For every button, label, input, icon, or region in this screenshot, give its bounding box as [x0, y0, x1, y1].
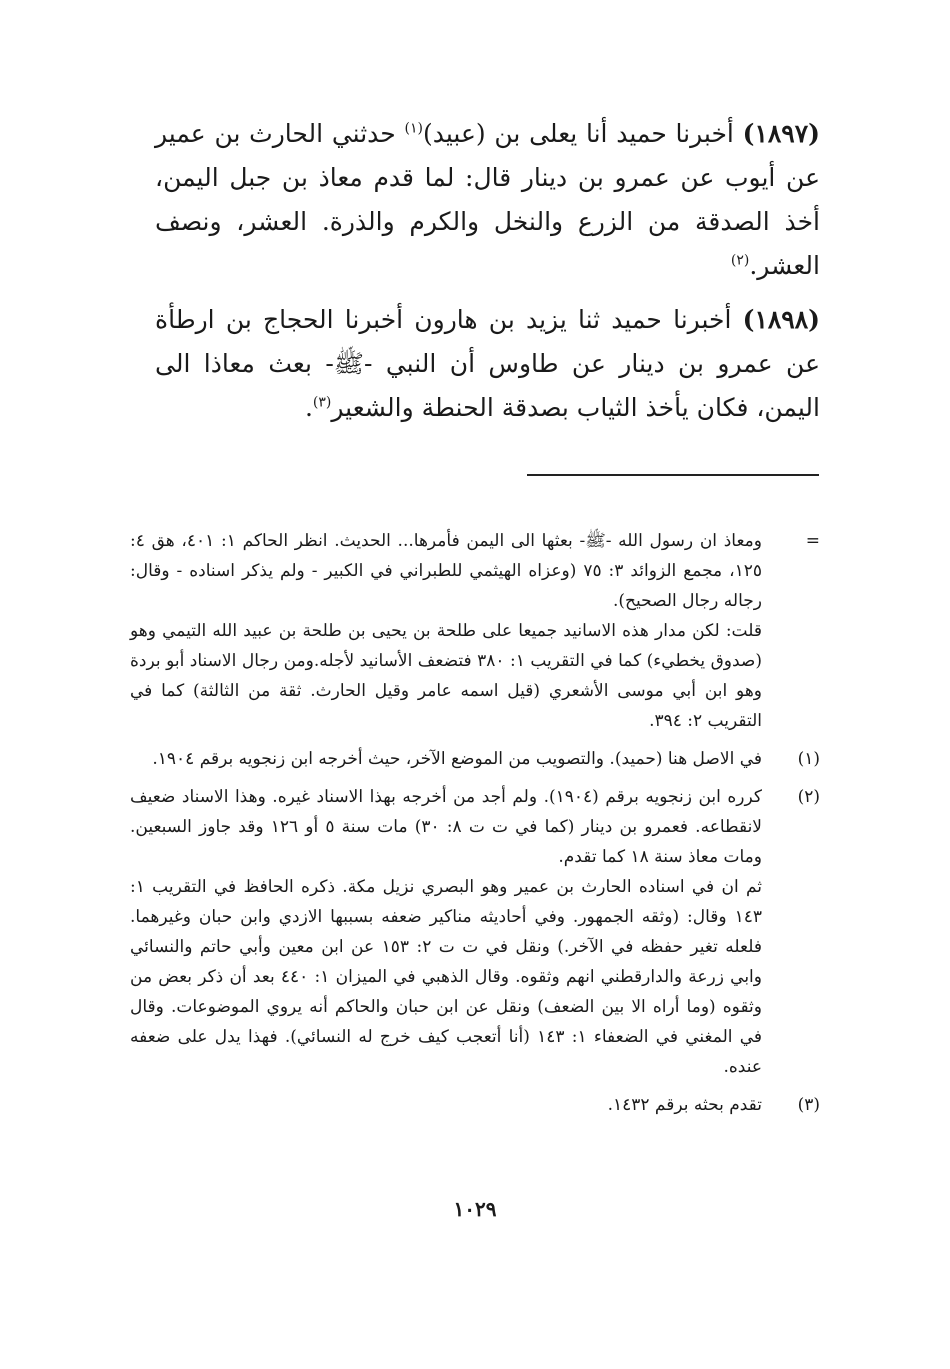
footnote-3: [130, 1090, 820, 1120]
hadith-text: أخبرنا حميد ثنا يزيد بن هارون أخبرنا الحجاج بن ارطأة عن عمرو بن دينار عن طاوس أن النبي -ﷺ- بعث معاذا الى اليمن، فكان يأخذ الثياب بصدقة الحنطة والشعير: [155, 305, 820, 422]
hadith-1898: [155, 298, 820, 430]
footnote-marker: (٣): [797, 1095, 820, 1115]
hadith-text: أخبرنا حميد أنا يعلى بن (عبيد): [422, 119, 734, 148]
footnote-1: [130, 744, 820, 774]
footnote-paragraph: تقدم بحثه برقم ١٤٣٢.: [607, 1095, 762, 1115]
footnote-paragraph: ثم ان في اسناده الحارث بن عمير وهو البصري نزيل مكة. ذكره الحافظ في التقريب ١: ١٤٣ وقال: (وثقه الجمهور. وفي أحاديثه مناكير ضعفه بسببها الازدي وابن حبان وغيرهما. فلعله تغير حفظه في الآخر.) ونقل في ت ت ٢: ١٥٣ عن ابن معين وأبي حاتم والنسائي وابي زرعة والدارقطني انهم وثقوه. وقال الذهبي في الميزان ١: ٤٤٠ بعد أن ذكر بعض من وثقوه (وما أراه الا بين الضعف) ونقل عن ابن حبان والحاكم أنه يروي الموضوعات. وقال في المغني في الضعفاء ١: ١٤٣ (أنا أتعجب كيف خرج له النسائي). فهذا يدل على ضعفه عنده.: [130, 877, 762, 1077]
footnote-marker: (٢): [797, 787, 820, 807]
hadith-number: (١٨٩٨): [742, 305, 820, 334]
footnote-ref: (٣): [312, 394, 332, 411]
footnotes: [130, 526, 820, 1128]
page-number: ١٠٢٩: [453, 1197, 497, 1221]
hadith-number: (١٨٩٧): [742, 119, 820, 148]
footnote-paragraph: ومعاذ ان رسول الله -ﷺ- بعثها الى اليمن فأمرها... الحديث. انظر الحاكم ١: ٤٠١، هق ٤: ١٢٥، مجمع الزوائد ٣: ٧٥ (وعزاه الهيثمي للطبراني في الكبير - ولم يذكر اسناده - وقال: رجاله رجال الصحيح).: [130, 531, 762, 611]
hadith-1897: [155, 112, 820, 288]
footnote-ref: (١): [404, 120, 423, 137]
hadith-end: .: [304, 393, 313, 422]
footnote-divider: [527, 474, 819, 476]
footnote-paragraph: في الاصل هنا (حميد). والتصويب من الموضع الآخر، حيث أخرجه ابن زنجويه برقم ١٩٠٤.: [152, 749, 762, 769]
footnote-continued: [130, 526, 820, 736]
footnote-marker: =: [805, 531, 820, 551]
footnote-2: [130, 782, 820, 1082]
hadith-text: حدثني الحارث بن عمير عن أيوب عن عمرو بن دينار قال: لما قدم معاذ بن جبل اليمن، أخذ الصدقة من الزرع والنخل والكرم والذرة. العشر، ونصف العشر.: [155, 119, 820, 280]
footnote-paragraph: قلت: لكن مدار هذه الاسانيد جميعا على طلحة بن يحيى بن طلحة بن عبيد الله التيمي وهو (صدوق يخطيء) كما في التقريب ١: ٣٨٠ فتضعف الأسانيد لأجله.ومن رجال الاسناد أبو بردة وهو ابن أبي موسى الأشعري (قيل اسمه عامر وقيل الحارث. ثقة من الثالثة) كما في التقريب ٢: ٣٩٤.: [130, 621, 762, 731]
footnote-ref: (٢): [730, 252, 750, 269]
footnote-paragraph: كرره ابن زنجويه برقم (١٩٠٤). ولم أجد من أخرجه بهذا الاسناد غيره. وهذا الاسناد ضعيف لانقطاعه. فعمرو بن دينار (كما في ت ت ٨: ٣٠) مات سنة ٥ أو ١٢٦ وقد جاوز السبعين. ومات معاذ سنة ١٨ كما تقدم.: [130, 787, 762, 867]
footnote-marker: (١): [797, 749, 820, 769]
